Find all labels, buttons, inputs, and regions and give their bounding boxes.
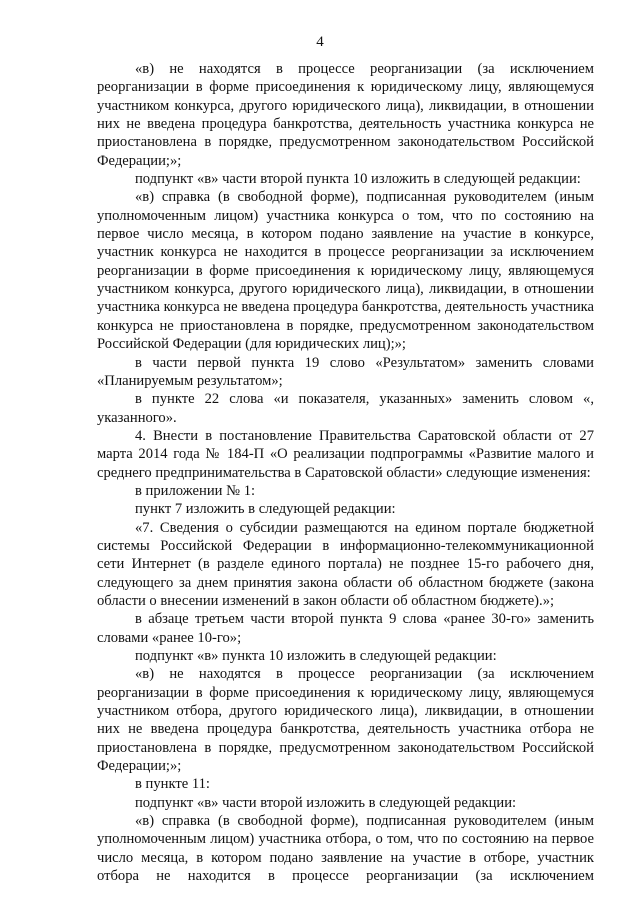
paragraph-1: «в) не находятся в процессе реорганизации (за исключением реорганизации в форме присоединения к юридическому лицу, являющемуся участником конкурса, другого юридического лица), ликвидации, в отношении них не введена процедура банкротства, деятельность участника конкурса не приостановлена в порядке, предусмотренном законодательством Российской Федерации;»; [97, 61, 594, 169]
paragraph-9: «7. Сведения о субсидии размещаются на едином портале бюджетной системы Российской Федерации в информационно-телекоммуникационной сети Интернет (в разделе единого портала) не позднее 15-го рабочего дня, следующего за днем принятия закона области об областном бюджете (закона области о внесении изменений в закон области об областном бюджете).»; [97, 519, 594, 609]
paragraph-11: подпункт «в» пункта 10 изложить в следующей редакции: [135, 648, 497, 664]
paragraph-6: 4. Внести в постановление Правительства Саратовской области от 27 марта 2014 года № 184-П «О реализации подпрограммы «Развитие малого и среднего предпринимательства в Саратовской области» следующие изменения: [97, 427, 594, 481]
paragraph-5: в пункте 22 слова «и показателя, указанных» заменить словом «, указанного». [97, 391, 594, 426]
page-number: 4 [316, 34, 324, 50]
paragraph-13: в пункте 11: [135, 776, 210, 793]
paragraph-4: в части первой пункта 19 слово «Результатом» заменить словами «Планируемым результатом»; [97, 354, 594, 389]
paragraph-12: «в) не находятся в процессе реорганизации (за исключением реорганизации в форме присоединения к юридическому лицу, являющемуся участником отбора, другого юридического лица), ликвидации, в отношении них не введена процедура банкротства, деятельность участника отбора не приостановлена в порядке, предусмотренном законодательством Российской Федерации;»; [97, 666, 594, 775]
paragraph-8: пункт 7 изложить в следующей редакции: [135, 501, 396, 518]
paragraph-10: в абзаце третьем части второй пункта 9 слова «ранее 30-го» заменить словами «ранее 10-го»; [97, 611, 594, 646]
paragraph-15: «в) справка (в свободной форме), подписанная руководителем (иным уполномоченным лицом) участника отбора, о том, что по состоянию на первое число месяца, в котором подано заявление на участие в отборе, участник отбора не находится в процессе реорганизации (за исключением [97, 813, 594, 885]
paragraph-7: в приложении № 1: [135, 482, 256, 499]
paragraph-3: «в) справка (в свободной форме), подписанная руководителем (иным уполномоченным лицом) участника конкурса о том, что по состоянию на первое число месяца, в котором подано заявление на участие в конкурсе, участник конкурса не находится в процессе реорганизации за исключением реорганизации в форме присоединения к юридическому лицу, являющемуся участником конкурса, другого юридического лица), ликвидации, в отношении участника конкурса не введена процедура банкротства, деятельность участника конкурса не приостановлена в порядке, предусмотренном законодательством Российской Федерации (для юридических лиц);»; [97, 189, 594, 353]
document-body [97, 60, 594, 885]
paragraph-14: подпункт «в» части второй изложить в следующей редакции: [135, 794, 517, 811]
paragraph-2: подпункт «в» части второй пункта 10 изложить в следующей редакции: [135, 171, 581, 188]
